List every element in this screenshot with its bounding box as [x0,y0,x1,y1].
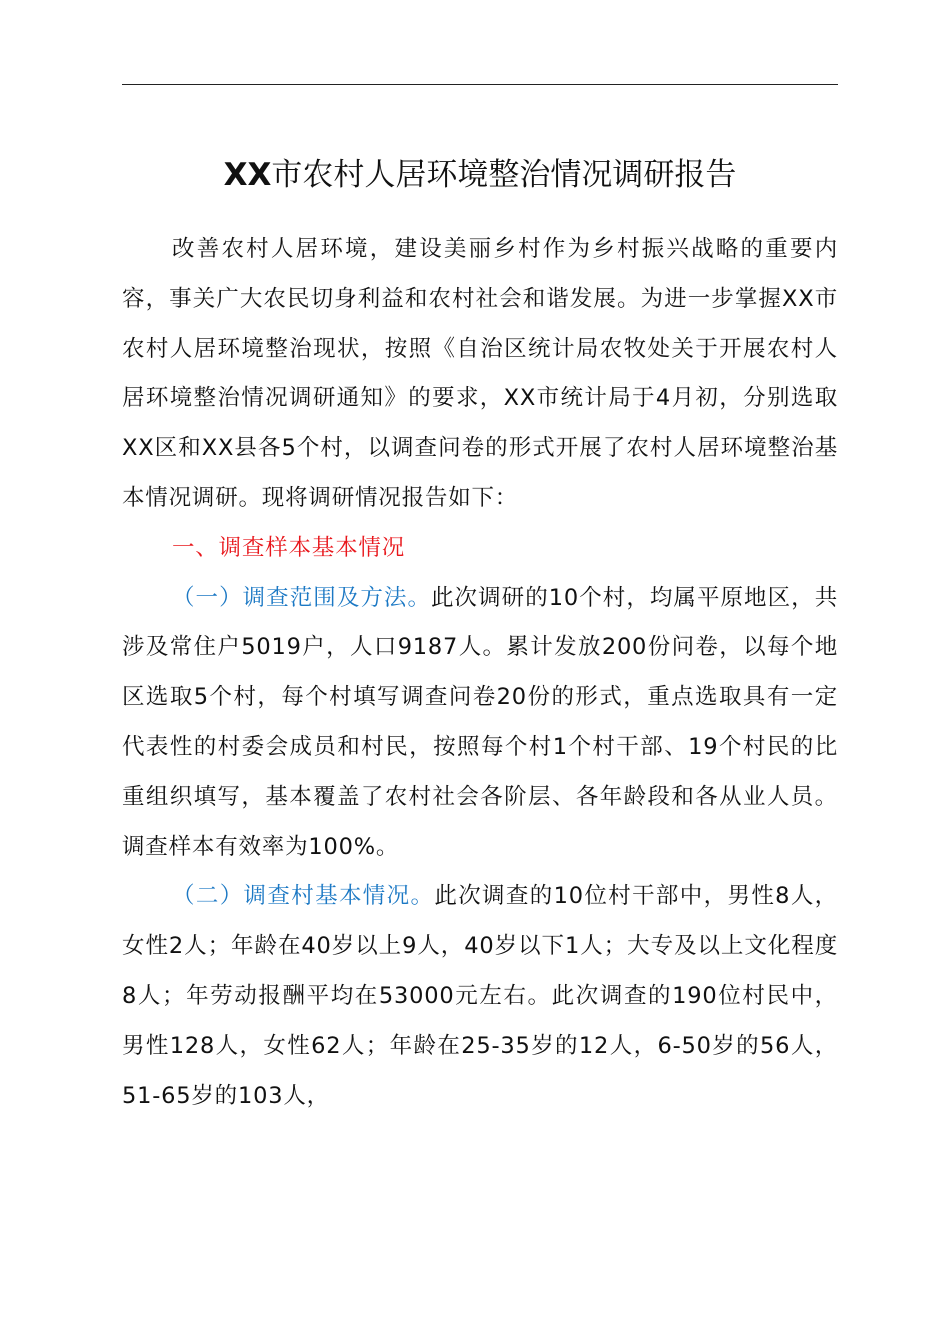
subsection-text-villages: 此次调查的10位村干部中，男性8人，女性2人；年龄在40岁以上9人，40岁以下1人；大专及以上文化程度8人；年劳动报酬平均在53000元左右。此次调查的190位村民中，男性128人，女性62人；年龄在25-35岁的12人，6-50岁的56人，51-65岁的103人， [122,883,838,1109]
header-rule [122,84,838,85]
document-title [122,148,838,202]
subsection-paragraph-scope [122,574,838,873]
title-prefix: XX [223,157,272,193]
subsection-text-scope: 此次调研的10个村，均属平原地区，共涉及常住户5019户，人口9187人。累计发放200份问卷，以每个地区选取5个村，每个村填写调查问卷20份的形式，重点选取具有一定代表性的村委会成员和村民，按照每个村1个村干部、19个村民的比重组织填写，基本覆盖了农村社会各阶层、各年龄段和各从业人员。调查样本有效率为100%。 [122,584,838,860]
document-body [122,225,838,1121]
intro-paragraph: 改善农村人居环境，建设美丽乡村作为乡村振兴战略的重要内容，事关广大农民切身利益和农村社会和谐发展。为进一步掌握XX市农村人居环境整治现状，按照《自治区统计局农牧处关于开展农村人居环境整治情况调研通知》的要求，XX市统计局于4月初，分别选取XX区和XX县各5个村，以调查问卷的形式开展了农村人居环境整治基本情况调研。现将调研情况报告如下： [122,236,838,511]
subsection-heading-villages: （二）调查村基本情况。 [172,883,435,910]
section-heading: 一、调查样本基本情况 [172,534,406,561]
subsection-heading-scope: （一）调查范围及方法。 [172,584,432,611]
title-text: 市农村人居环境整治情况调研报告 [271,157,737,193]
subsection-paragraph-villages [122,872,838,1121]
